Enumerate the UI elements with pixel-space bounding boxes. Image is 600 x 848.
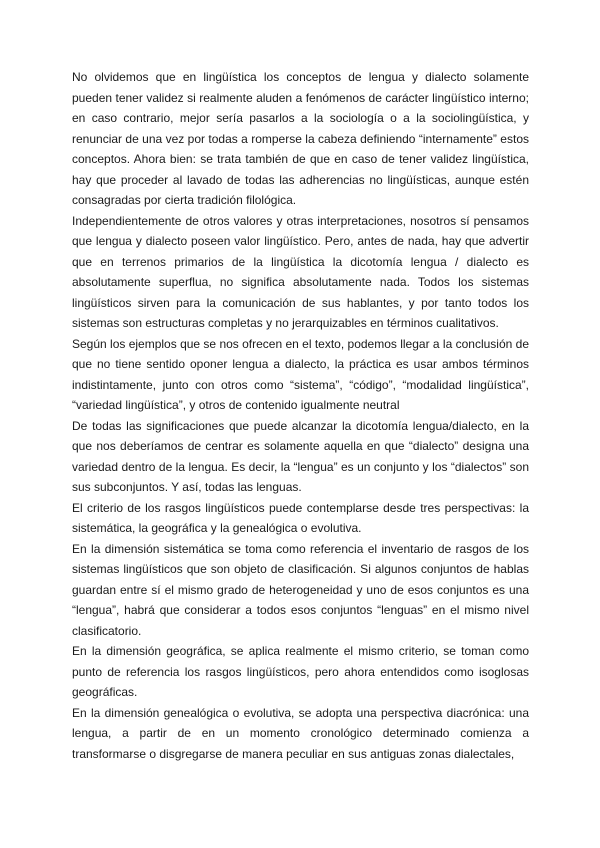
paragraph: En la dimensión genealógica o evolutiva, se adopta una perspectiva diacrónica: una lengua, a partir de en un momento cronológico determinado comienza a transformarse o disgregarse de manera peculiar en sus antiguas zonas dialectales, — [72, 705, 529, 761]
paragraph: De todas las significaciones que puede alcanzar la dicotomía lengua/dialecto, en la que nos deberíamos de centrar es solamente aquella en que “dialecto” designa una variedad dentro de la lengua. Es decir, la “lengua” es un conjunto y los “dialectos” son sus subconjuntos. Y así, todas las lenguas. — [72, 418, 529, 494]
paragraph: En la dimensión geográfica, se aplica realmente el mismo criterio, se toman como punto de referencia los rasgos lingüísticos, pero ahora entendidos como isoglosas geográficas. — [72, 644, 529, 699]
paragraph: No olvidemos que en lingüística los conceptos de lengua y dialecto solamente pueden tener validez si realmente aluden a fenómenos de carácter lingüístico interno; en caso contrario, mejor sería pasarlos a la sociología o a la sociolingüística, y renunciar de una vez por todas a romperse la cabeza definiendo “internamente” estos conceptos. Ahora bien: se trata también de que en caso de tener validez lingüística, hay que proceder al lavado de todas las adherencias no lingüísticas, aunque estén consagradas por cierta tradición filológica. — [72, 70, 529, 207]
document-page — [72, 67, 529, 764]
paragraph: Independientemente de otros valores y otras interpretaciones, nosotros sí pensamos que lengua y dialecto poseen valor lingüístico. Pero, antes de nada, hay que advertir que en terrenos primarios de la lingüística la dicotomía lengua / dialecto es absolutamente superflua, no significa absolutamente nada. Todos los sistemas lingüísticos sirven para la comunicación de sus hablantes, y por tanto todos los sistemas son estructuras completas y no jerarquizables en términos cualitativos. — [72, 213, 529, 330]
paragraph: En la dimensión sistemática se toma como referencia el inventario de rasgos de los sistemas lingüísticos que son objeto de clasificación. Si algunos conjuntos de hablas guardan entre sí el mismo grado de heterogeneidad y uno de esos conjuntos es una “lengua”, habrá que considerar a todos esos conjuntos “lenguas” en el mismo nivel clasificatorio. — [72, 541, 529, 638]
paragraph: Según los ejemplos que se nos ofrecen en el texto, podemos llegar a la conclusión de que no tiene sentido oponer lengua a dialecto, la práctica es usar ambos términos indistintamente, junto con otros como “sistema”, “código”, “modalidad lingüística”, “variedad lingüística”, y otros de contenido igualmente neutral — [72, 336, 529, 412]
paragraph: El criterio de los rasgos lingüísticos puede contemplarse desde tres perspectivas: la sistemática, la geográfica y la genealógica o evolutiva. — [72, 500, 529, 535]
